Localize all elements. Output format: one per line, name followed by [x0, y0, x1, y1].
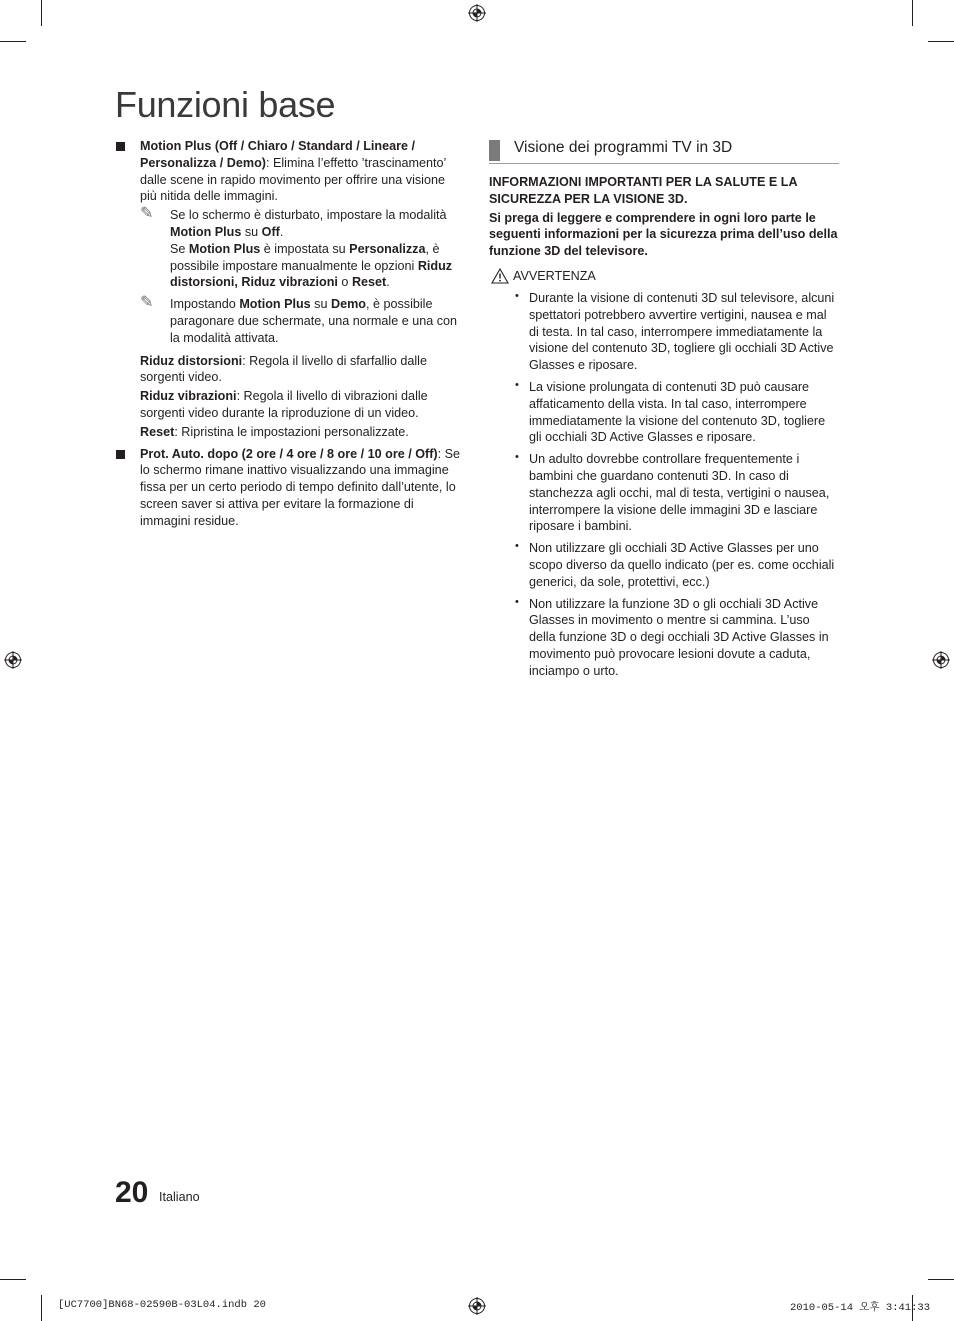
note-bold: Motion Plus	[188, 241, 261, 256]
note-bold: Demo	[330, 297, 366, 312]
bullet-dot-icon: •	[515, 378, 519, 391]
bullet-dot-icon: •	[515, 289, 519, 302]
list-item	[489, 290, 839, 374]
note-bold: Motion Plus	[170, 224, 242, 239]
warning-label: AVVERTENZA	[513, 268, 596, 283]
registration-mark-icon	[4, 651, 22, 669]
riduz-distorsioni-label: Riduz distorsioni	[140, 353, 243, 368]
page-language: Italiano	[159, 1190, 200, 1204]
section-marker	[489, 140, 500, 161]
warning-triangle-icon	[491, 268, 509, 284]
reset-text: : Ripristina le impostazioni personalizzate.	[174, 424, 409, 439]
bullet-dot-icon: •	[515, 540, 519, 553]
bullet-dot-icon: •	[515, 451, 519, 464]
square-bullet-icon	[116, 142, 125, 151]
note-text: .	[386, 275, 390, 290]
riduz-distorsioni-paragraph	[140, 353, 464, 387]
riduz-vibrazioni-paragraph	[140, 388, 464, 422]
pencil-note-icon: ✎	[140, 203, 154, 223]
list-item	[489, 451, 839, 535]
crop-mark	[41, 0, 42, 26]
list-item	[489, 540, 839, 590]
right-column	[489, 138, 839, 685]
riduz-vibrazioni-text: : Regola il livello di vibrazioni dalle sorgenti video durante la riproduzione di un video.	[140, 389, 428, 420]
list-item	[489, 379, 839, 446]
note-text: o	[337, 275, 352, 290]
list-item-text: Non utilizzare la funzione 3D o gli occhiali 3D Active Glasses in movimento o mentre si cammina. L’uso della funzione 3D o degi occhiali 3D Active Glasses in movimento può provocare lesioni dovute a caduta, inciampo o urto.	[529, 596, 829, 678]
registration-mark-icon	[932, 651, 950, 669]
crop-mark	[41, 1295, 42, 1321]
square-bullet-icon	[116, 450, 125, 459]
crop-mark	[912, 0, 913, 26]
note-bold: Off	[261, 224, 280, 239]
note-bold: Reset	[351, 275, 387, 290]
crop-mark	[0, 1279, 26, 1280]
section-title: Visione dei programmi TV in 3D	[514, 139, 733, 156]
note-text: Impostando	[170, 297, 240, 312]
crop-mark	[928, 41, 954, 42]
note-text: , è possibile paragonare due schermate, una normale e una con la modalità attivata.	[170, 297, 458, 345]
prot-auto-text: : Se lo schermo rimane inattivo visualizzando una immagine fissa per un certo periodo di tempo definito dall’utente, lo screen saver si attiva per evitare la formazione di immagini residue.	[140, 446, 461, 528]
note-motion-plus-demo	[140, 292, 464, 346]
warning-heading	[489, 268, 839, 286]
slug-file: [UC7700]BN68-02590B-03L04.indb 20	[58, 1299, 266, 1311]
riduz-distorsioni-text: : Regola il livello di sfarfallio dalle sorgenti video.	[140, 353, 427, 385]
note-text: Se	[170, 241, 189, 256]
note-text: su	[310, 297, 331, 312]
left-column	[112, 138, 464, 530]
prot-auto-item	[112, 446, 464, 530]
list-item-text: Non utilizzare gli occhiali 3D Active Glasses per uno scopo diverso da quello indicato (per es. come occhiali generici, da sole, protettivi, ecc.)	[529, 541, 835, 589]
note-text: .	[279, 224, 284, 239]
motion-plus-item	[112, 138, 464, 441]
list-item-text: Un adulto dovrebbe controllare frequentemente i bambini che guardano contenuti 3D. In caso di stanchezza agli occhi, mal di testa, vertigini o nausea, interrompere la visione delle immagini 3D e lasciare riposare i bambini.	[529, 452, 830, 534]
bullet-dot-icon: •	[515, 595, 519, 608]
list-item	[489, 596, 839, 680]
motion-plus-label: Motion Plus (Off / Chiaro / Standard / Lineare / Personalizza / Demo)	[140, 139, 415, 170]
pencil-note-icon: ✎	[140, 292, 154, 312]
section-header	[489, 138, 839, 164]
note-text: Se lo schermo è disturbato, impostare la modalità	[170, 208, 447, 223]
registration-mark-icon	[468, 1297, 486, 1315]
riduz-vibrazioni-label: Riduz vibrazioni	[140, 389, 237, 404]
important-heading: INFORMAZIONI IMPORTANTI PER LA SALUTE E LA SICUREZZA PER LA VISIONE 3D.	[489, 175, 798, 206]
reset-paragraph	[140, 424, 464, 441]
note-bold: Riduz distorsioni, Riduz vibrazioni	[170, 258, 453, 290]
list-item-text: La visione prolungata di contenuti 3D può causare affaticamento della vista. In tal caso, interrompere immediatamente la visione del contenuto 3D, togliere gli occhiali 3D Active Glasses e riposare.	[529, 379, 826, 445]
note-text: su	[241, 224, 262, 239]
note-bold: Personalizza	[349, 241, 426, 256]
note-motion-plus-off	[140, 203, 464, 291]
important-text: Si prega di leggere e comprendere in ogni loro parte le seguenti informazioni per la sicurezza prima dell’uso della funzione 3D del televisore.	[489, 210, 838, 259]
list-item-text: Durante la visione di contenuti 3D sul televisore, alcuni spettatori potrebbero avvertire vertigini, nausea e mal di testa. In tal caso, interrompere immediatamente la visione del contenuto 3D, togliere gli occhiali 3D Active Glasses e riposare.	[529, 290, 835, 373]
note-bold: Motion Plus	[239, 297, 311, 312]
slug-datetime: 2010-05-14 오후 3:41:33	[790, 1302, 931, 1314]
prot-auto-label: Prot. Auto. dopo (2 ore / 4 ore / 8 ore / 10 ore / Off)	[140, 446, 438, 461]
crop-mark	[928, 1279, 954, 1280]
note-text: è impostata su	[260, 241, 350, 256]
page-number: 20	[115, 1176, 149, 1209]
registration-mark-icon	[468, 4, 486, 22]
crop-mark	[0, 41, 26, 42]
note-text: , è possibile impostare manualmente le opzioni	[170, 241, 440, 273]
page-title: Funzioni base	[115, 84, 336, 125]
motion-plus-text: : Elimina l’effetto ’trascinamento’ dalle scene in rapido movimento per offrire una visione più nitida delle immagini.	[140, 155, 446, 204]
reset-label: Reset	[140, 424, 175, 439]
warning-list	[489, 290, 839, 680]
